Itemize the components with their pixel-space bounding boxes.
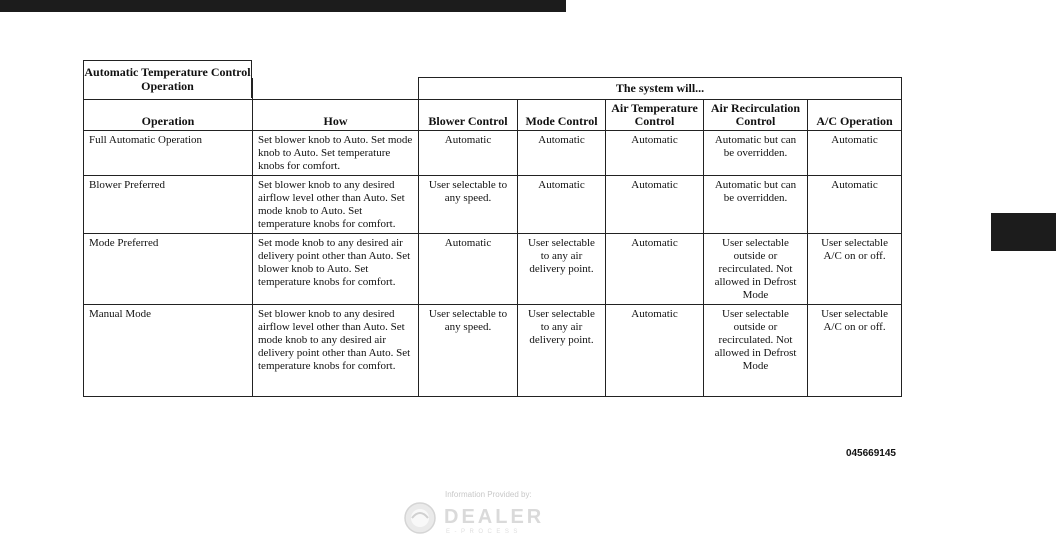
cell-ac: User selectable A/C on or off. — [808, 234, 902, 305]
cell-blower: User selectable to any speed. — [419, 305, 518, 397]
cell-how: Set blower knob to Auto. Set mode knob to Auto. Set temperature knobs for comfort. — [253, 131, 419, 176]
col-header-how: How — [253, 100, 419, 131]
svg-text:DEALER: DEALER — [444, 506, 545, 528]
cell-recirc: User selectable outside or recirculated. Not allowed in Defrost Mode — [704, 234, 808, 305]
top-header-bar — [0, 0, 566, 12]
cell-blower: Automatic — [419, 234, 518, 305]
cell-recirc: User selectable outside or recirculated. Not allowed in Defrost Mode — [704, 305, 808, 397]
table-row — [84, 176, 902, 234]
dealer-watermark — [402, 490, 572, 535]
cell-how: Set mode knob to any desired air delivery point other than Auto. Set blower knob to Auto. Set temperature knobs for comfort. — [253, 234, 419, 305]
section-thumb-tab — [991, 213, 1056, 251]
col-header-ac: A/C Operation — [808, 100, 902, 131]
cell-air-temp: Automatic — [606, 131, 704, 176]
cell-air-temp: Automatic — [606, 176, 704, 234]
cell-operation: Blower Preferred — [84, 176, 253, 234]
col-header-mode: Mode Control — [518, 100, 606, 131]
table-row — [84, 234, 902, 305]
cell-operation: Mode Preferred — [84, 234, 253, 305]
blank-cell — [253, 78, 419, 100]
temperature-control-table — [83, 77, 902, 397]
table-row — [84, 131, 902, 176]
cell-operation: Full Automatic Operation — [84, 131, 253, 176]
table-row — [84, 305, 902, 397]
cell-ac: Automatic — [808, 131, 902, 176]
cell-blower: User selectable to any speed. — [419, 176, 518, 234]
system-will-header: The system will... — [419, 78, 902, 100]
cell-recirc: Automatic but can be overridden. — [704, 176, 808, 234]
cell-recirc: Automatic but can be overridden. — [704, 131, 808, 176]
cell-mode: Automatic — [518, 176, 606, 234]
cell-mode: User selectable to any air delivery point. — [518, 305, 606, 397]
cell-how: Set blower knob to any desired airflow level other than Auto. Set mode knob to Auto. Set temperature knobs for comfort. — [253, 176, 419, 234]
cell-how: Set blower knob to any desired airflow level other than Auto. Set mode knob to any desired air delivery point other than Auto. Set temperature knobs for comfort. — [253, 305, 419, 397]
svg-text:E-PROCESS: E-PROCESS — [446, 529, 522, 535]
cell-air-temp: Automatic — [606, 234, 704, 305]
col-header-air-temp: Air Temperature Control — [606, 100, 704, 131]
col-header-blower: Blower Control — [419, 100, 518, 131]
cell-mode: User selectable to any air delivery point. — [518, 234, 606, 305]
watermark-caption: Information Provided by: — [445, 490, 532, 499]
column-header-row — [84, 100, 902, 131]
col-header-operation: Operation — [84, 100, 253, 131]
operation-group-header: Automatic Temperature Control Operation — [83, 60, 252, 98]
col-header-recirc: Air Recirculation Control — [704, 100, 808, 131]
cell-blower: Automatic — [419, 131, 518, 176]
figure-id: 045669145 — [845, 448, 896, 459]
dealer-eprocess-logo-icon — [402, 496, 572, 536]
cell-air-temp: Automatic — [606, 305, 704, 397]
cell-ac: Automatic — [808, 176, 902, 234]
cell-ac: User selectable A/C on or off. — [808, 305, 902, 397]
blank-cell — [84, 78, 253, 100]
cell-mode: Automatic — [518, 131, 606, 176]
cell-operation: Manual Mode — [84, 305, 253, 397]
system-header-row — [84, 78, 902, 100]
